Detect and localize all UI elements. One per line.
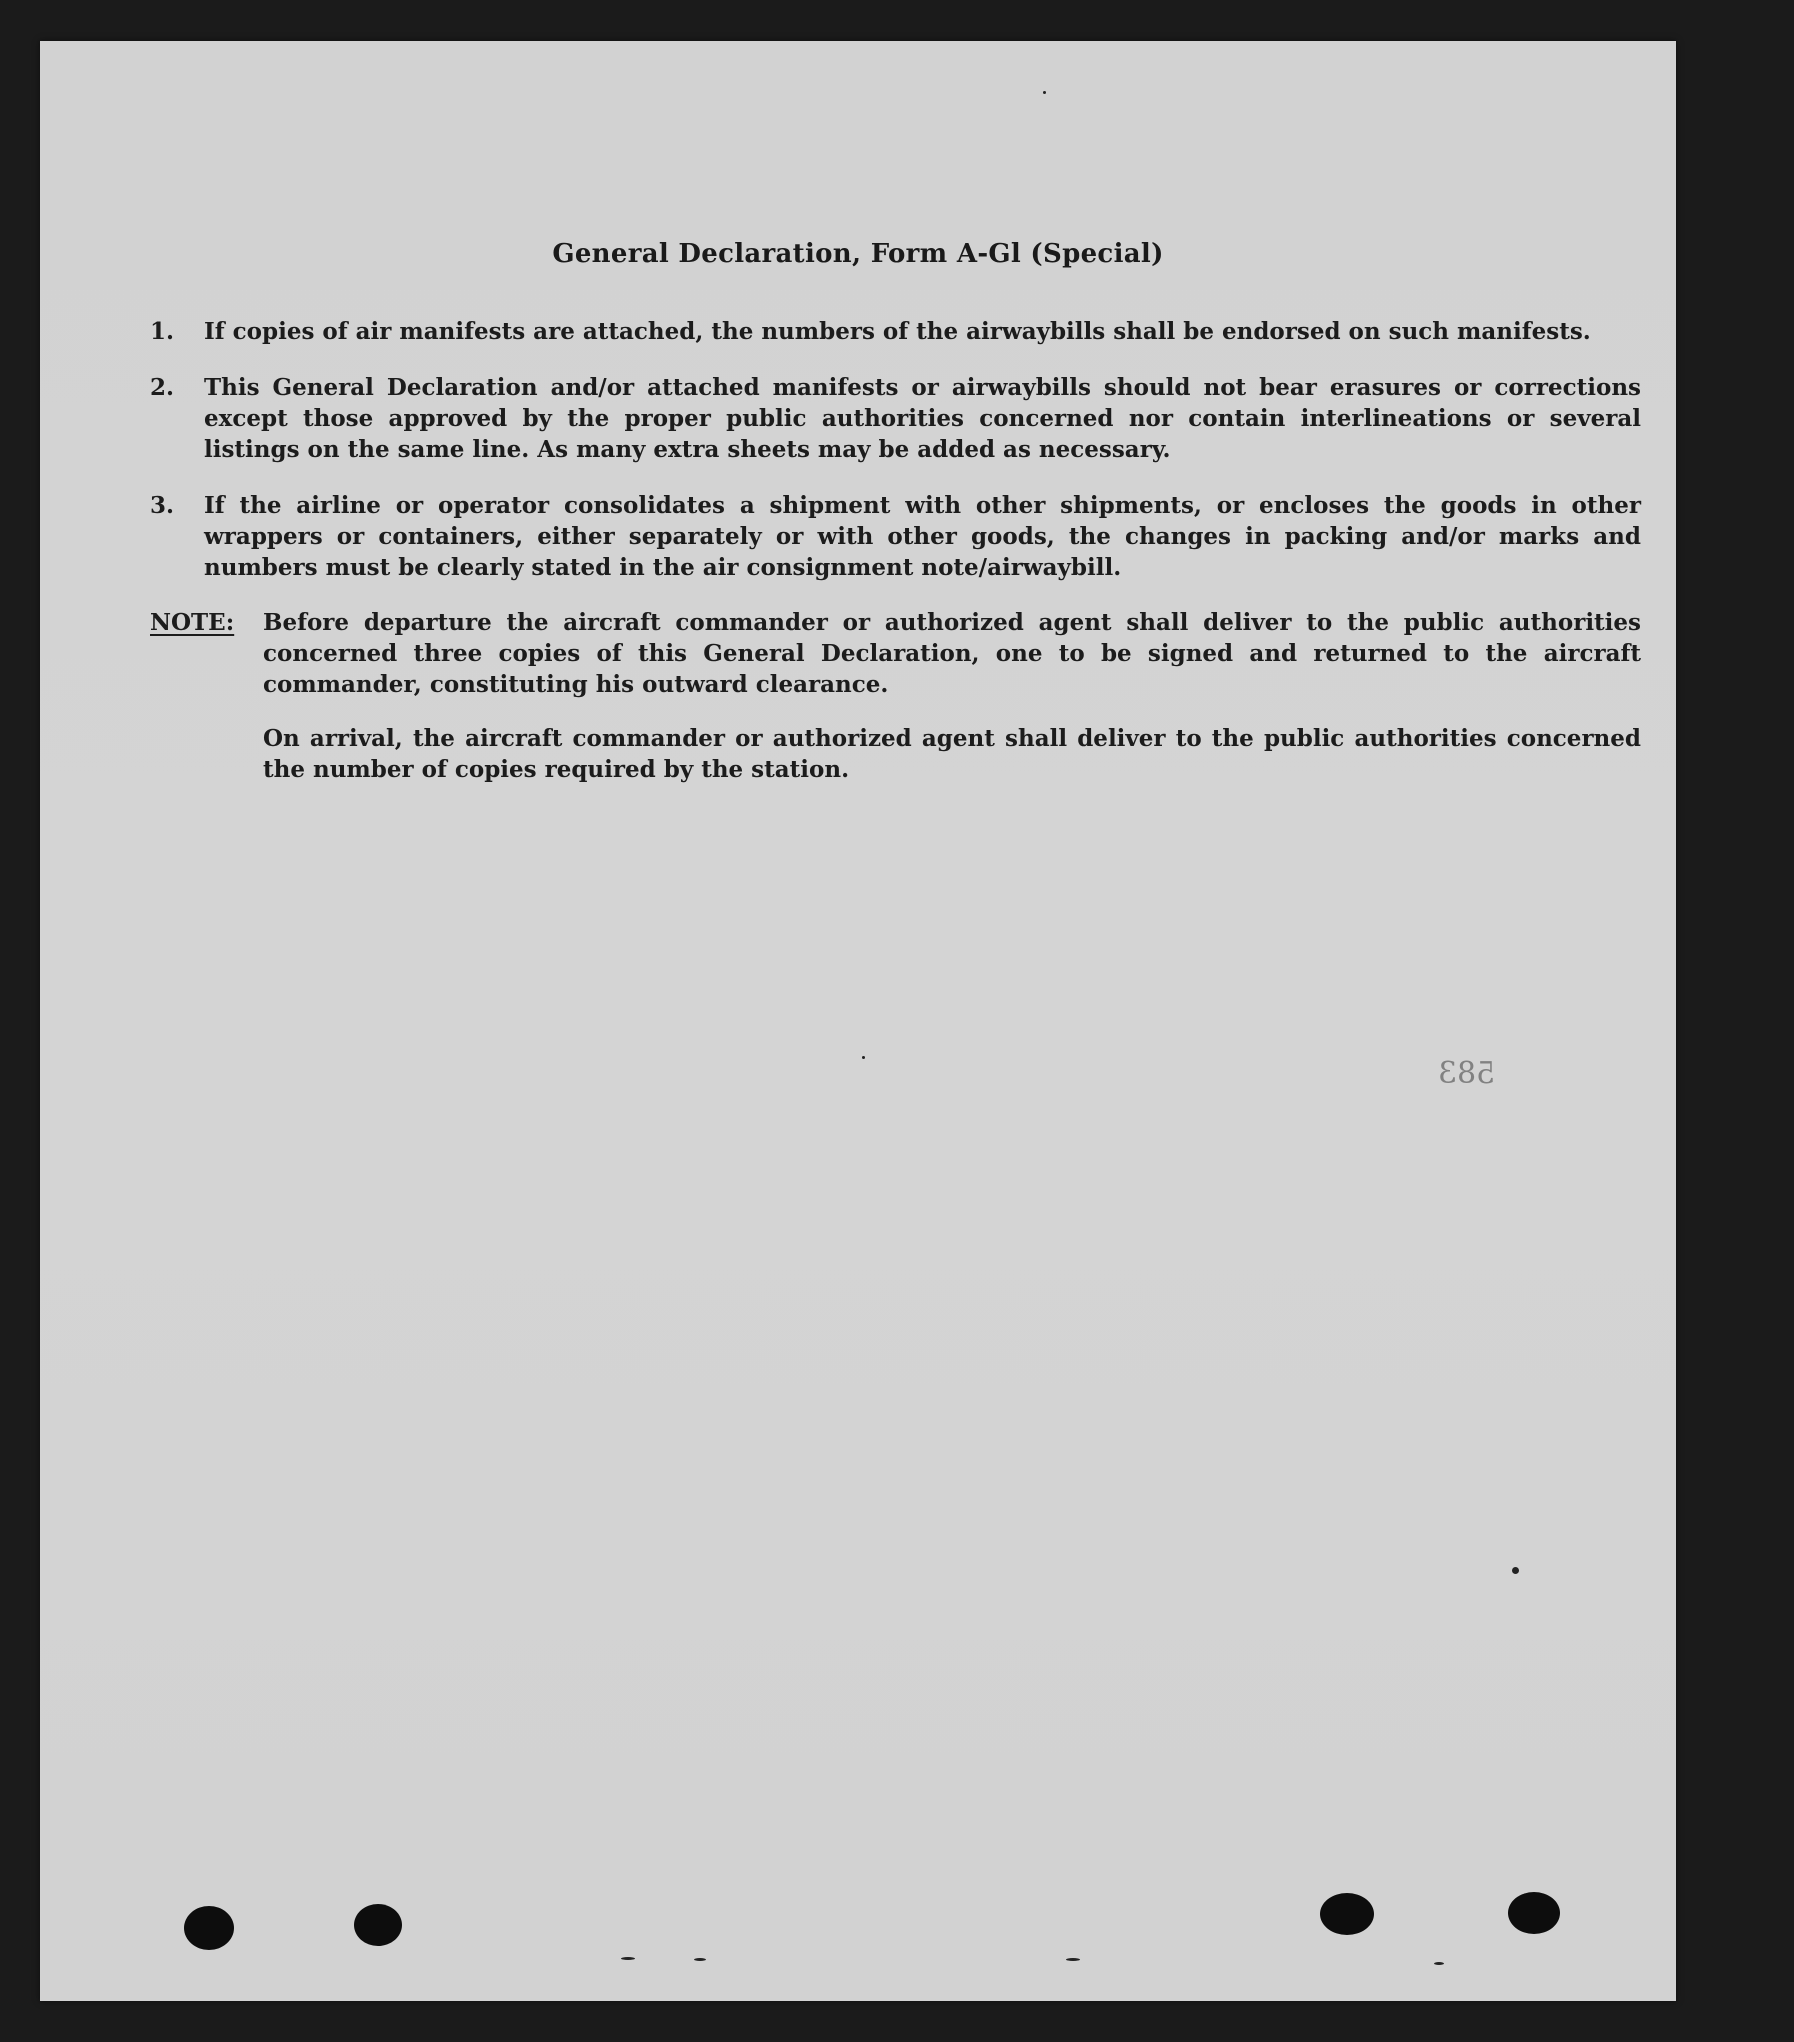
note-block	[150, 607, 1641, 700]
punch-hole	[354, 1904, 402, 1946]
speck-mark	[1043, 91, 1046, 94]
speck-mark	[694, 1958, 706, 1961]
list-item-2	[150, 372, 1641, 465]
speck-mark	[621, 1957, 635, 1960]
speck-mark	[1066, 1958, 1080, 1961]
list-item-text: If the airline or operator consolidates a shipment with other shipments, or encloses the goods in other wrappers or containers, either separately or with other goods, the changes in packing and/or marks and numbers must be clearly stated in the air consignment note/airwaybill.	[204, 492, 1641, 581]
page-number-stamp: 583	[1438, 1056, 1496, 1091]
list-item-text: This General Declaration and/or attached manifests or airwaybills should not bear erasures or corrections except those approved by the proper public authorities concerned nor contain interlineations or several listings on the same line. As many extra sheets may be added as necessary.	[204, 374, 1641, 463]
list-item-text: If copies of air manifests are attached, the numbers of the airwaybills shall be endorsed on such manifests.	[204, 318, 1591, 345]
list-item-number: 2.	[150, 374, 175, 401]
document-title: General Declaration, Form A-Gl (Special)	[552, 239, 1164, 269]
bleed-through-text	[180, 1201, 190, 1236]
note-label: NOTE:	[150, 609, 235, 636]
note-paragraph-2: On arrival, the aircraft commander or authorized agent shall deliver to the public authorities concerned the number of copies required by the station.	[263, 725, 1641, 783]
punch-hole	[1508, 1892, 1560, 1934]
note-paragraph-1: Before departure the aircraft commander or authorized agent shall deliver to the public authorities concerned three copies of this General Declaration, one to be signed and returned to the aircraft commander, constituting his outward clearance.	[263, 609, 1641, 698]
punch-hole	[184, 1906, 234, 1950]
list-item-3	[150, 490, 1641, 583]
note-block-2	[150, 723, 1641, 785]
list-item-1	[150, 316, 1641, 347]
list-item-number: 1.	[150, 318, 175, 345]
document-page	[40, 41, 1676, 2001]
punch-hole	[1320, 1893, 1374, 1935]
speck-mark	[1434, 1962, 1444, 1965]
speck-mark	[1512, 1567, 1519, 1574]
list-item-number: 3.	[150, 492, 175, 519]
speck-mark	[862, 1056, 865, 1059]
